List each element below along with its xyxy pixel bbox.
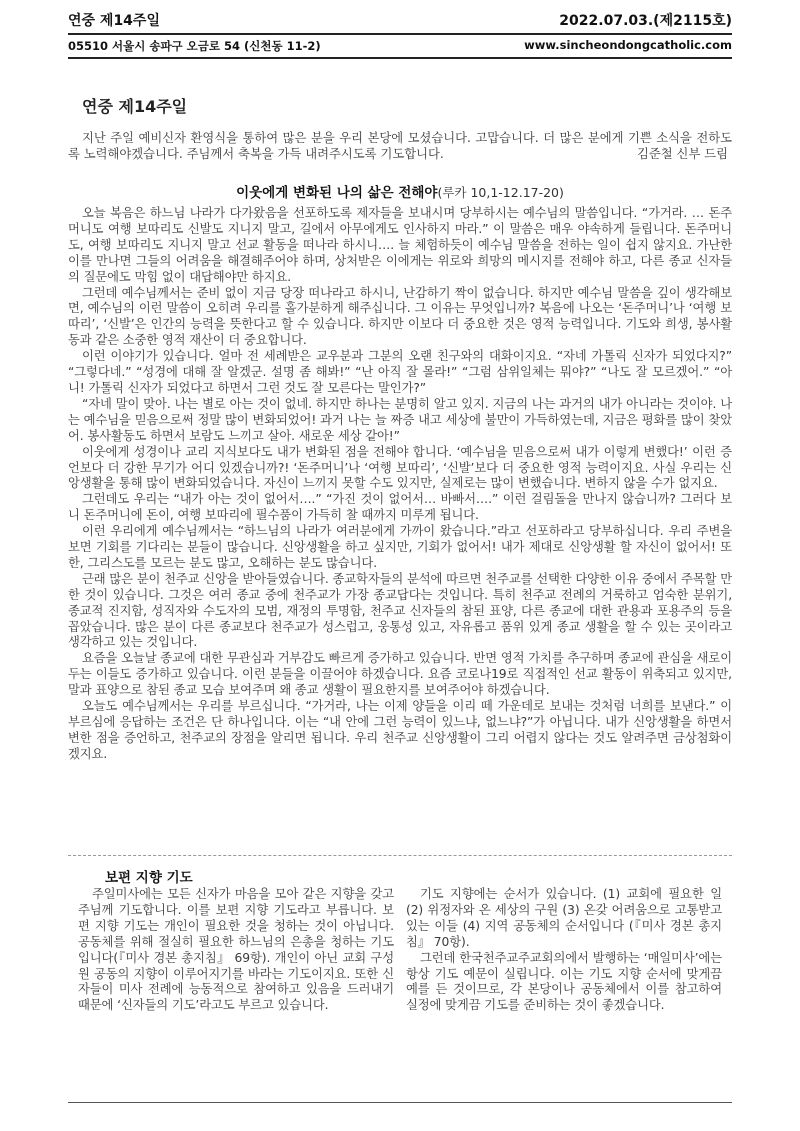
- header-top-rule: [68, 33, 732, 35]
- footer-rule: [68, 1102, 732, 1103]
- page-title: 연중 제14주일: [82, 97, 188, 116]
- homily-reference: (루카 10,1-12.17-20): [437, 185, 564, 200]
- parish-address: 05510 서울시 송파구 오금로 54 (신천동 11-2): [68, 39, 321, 53]
- prayer-title: 보편 지향 기도: [105, 870, 193, 886]
- homily-paragraph: 그런데도 우리는 “내가 아는 것이 없어서….” “가진 것이 없어서… 바빠서….” 이런 걸림돌을 만나지 않습니까? 그러다 보니 돈주머니에 돈이, 여행 보따리에 필수품이 가득히 찰 때까지 미루게 됩니다.: [68, 492, 732, 523]
- prayer-paragraph: 기도 지향에는 순서가 있습니다. (1) 교회에 필요한 일 (2) 위정자와 온 세상의 구원 (3) 온갖 어려움으로 고통받고 있는 이들 (4) 지역 공동체의 순서입니다 (『미사 경본 총지침』 70항).: [406, 887, 722, 949]
- homily-paragraph: “자네 말이 맞아. 나는 별로 아는 것이 없네. 하지만 하나는 분명히 알고 있지. 지금의 나는 과거의 내가 아니라는 것이야. 나는 예수님을 믿음으로써 정말 많이 변화되었어! 과거 나는 늘 짜증 내고 세상에 불만이 가득하였는데, 지금은 평화를 많이 찾았어. 봉사활동도 하면서 보람도 느끼고 살아. 새로운 세상 같아!”: [68, 396, 732, 443]
- homily-paragraph: 이런 이야기가 있습니다. 얼마 전 세례받은 교우분과 그분의 오랜 친구와의 대화이지요. “자네 가톨릭 신자가 되었다지?” “그렇다네.” “성경에 대해 잘 알겠군. 설명 좀 해봐!” “난 아직 잘 몰라!” “그럼 삼위일체는 뭐야?” “나도 잘 모르겠어.” “아니! 가톨릭 신자가 되었다고 하면서 그런 것도 잘 모른다는 말인가?”: [68, 349, 732, 395]
- homily-paragraph: 오늘 복음은 하느님 나라가 다가왔음을 선포하도록 제자들을 보내시며 당부하시는 예수님의 말씀입니다. “가거라. … 돈주머니도 여행 보따리도 신발도 지니지 말고, 길에서 아무에게도 인사하지 마라.” 이 말씀은 매우 야속하게 들립니다. 돈주머니도, 여행 보따리도 지니지 말고 선교 활동을 떠나라 하시니…. 늘 체험하듯이 예수님 말씀을 전하는 일이 쉽지 않지요. 가난한 이를 만나면 그들의 어려움을 해결해주어야 하며, 상처받은 이에게는 위로와 희망의 메시지를 전해야 하고, 다른 종교 신자들의 질문에도 막힘 없이 대답해야만 하지요.: [68, 206, 732, 284]
- header-bottom-rule: [68, 57, 732, 59]
- header-left-title: 연중 제14주일: [68, 13, 160, 29]
- homily-paragraph: 그런데 예수님께서는 준비 없이 지금 당장 떠나라고 하시니, 난감하기 짝이 없습니다. 하지만 예수님 말씀을 깊이 생각해보면, 예수님의 이런 말씀이 오히려 우리를 홀가분하게 해주십니다. 그 이유는 무엇입니까? 복음에 나오는 ‘돈주머니’나 ‘여행 보따리’, ‘신발’은 인간의 능력을 뜻한다고 할 수 있습니다. 하지만 이보다 더 중요한 것은 영적 능력입니다. 기도와 희생, 봉사활동과 같은 소중한 영적 재산이 더 중요합니다.: [68, 285, 732, 348]
- intro-message: [68, 130, 732, 162]
- homily-paragraph: 이런 우리에게 예수님께서는 “하느님의 나라가 여러분에게 가까이 왔습니다.”라고 선포하라고 당부하십니다. 우리 주변을 보면 기회를 기다리는 분들이 많습니다. 신앙생활을 하고 싶지만, 기회가 없어서! 내가 제대로 신앙생활 할 자신이 없어서! 또한, 그리스도를 모르는 분도 많고, 오해하는 분도 많습니다.: [68, 524, 732, 570]
- homily-paragraph: 이웃에게 성경이나 교리 지식보다도 내가 변화된 점을 전해야 합니다. ‘예수님을 믿음으로써 내가 이렇게 변했다!’ 이런 증언보다 더 강한 무기가 어디 있겠습니까?! ‘돈주머니’나 ‘여행 보따리’, ‘신발’보다 더 중요한 영적 능력이지요. 사실 우리는 신앙생활을 통해 많이 변화되었습니다. 자신이 느끼지 못할 수도 있지만, 실제로는 많이 변했습니다. 변하지 않을 수가 없지요.: [68, 444, 732, 491]
- issue-date: 2022.07.03.(제2115호): [559, 13, 732, 29]
- homily-heading: [0, 181, 800, 201]
- intro-text: 지난 주일 예비신자 환영식을 통하여 많은 분을 우리 본당에 모셨습니다. 고맙습니다. 더 많은 분에게 기쁜 소식을 전하도록 노력해야겠습니다. 주님께서 축복을 가득 내려주시도록 기도합니다.: [68, 131, 732, 161]
- intro-signature: 김준철 신부 드림: [637, 147, 728, 161]
- prayer-right-column: [406, 887, 722, 1014]
- homily-paragraph: 요즘을 오늘날 종교에 대한 무관심과 거부감도 빠르게 증가하고 있습니다. 반면 영적 가치를 추구하며 종교에 관심을 새로이 두는 이들도 증가하고 있습니다. 이런 분들을 이끌어야 하겠습니다. 요즘 코로나19로 직접적인 선교 활동이 위축되고 있지만, 말과 표양으로 참된 종교 모습 보여주며 왜 종교 생활이 필요한지를 보여주어야 하겠습니다.: [68, 651, 732, 698]
- homily-paragraph: 근래 많은 분이 천주교 신앙을 받아들였습니다. 종교학자들의 분석에 따르면 천주교를 선택한 다양한 이유 중에서 주목할 만한 것이 있습니다. 그것은 여러 종교 중에 천주교가 가장 종교답다는 것입니다. 특히 천주교 전례의 거룩하고 엄숙한 분위기, 종교적 진지함, 성직자와 수도자의 모범, 재정의 투명함, 천주교 신자들의 참된 표양, 다른 종교에 대한 관용과 포용주의 등을 꼽았습니다. 많은 분이 다른 종교보다 천주교가 성스럽고, 웅통성 있고, 자유롭고 품위 있게 종교 생활을 할 수 있는 곳이라고 생각하고 있는 것입니다.: [68, 571, 732, 650]
- prayer-left-column: [78, 887, 394, 1014]
- section-divider: [68, 855, 732, 856]
- homily-title: 이웃에게 변화된 나의 삶은 전해야: [236, 185, 438, 201]
- homily-paragraph: 오늘도 예수님께서는 우리를 부르십니다. “가거라, 나는 이제 양들을 이리 떼 가운데로 보내는 것처럼 너희를 보낸다.” 이 부르심에 응답하는 조건은 단 하나입니다. 이는 “내 안에 그런 능력이 있느냐, 없느냐?”가 아닙니다. 내가 신앙생활을 하면서 변한 점을 증언하고, 천주교의 장점을 알리면 됩니다. 우리 천주교 신앙생활이 그리 어렵지 않다는 것도 알려주면 금상첨화이겠지요.: [68, 699, 732, 761]
- prayer-paragraph: 그런데 한국천주교주교회의에서 발행하는 ‘매일미사’에는 항상 기도 예문이 실립니다. 이는 기도 지향 순서에 맞게끔 예를 든 것이므로, 각 본당이나 공동체에서 이를 참고하여 실정에 맞게끔 기도를 준비하는 것이 좋겠습니다.: [406, 950, 722, 1013]
- prayer-paragraph: 주일미사에는 모든 신자가 마음을 모아 같은 지향을 갖고 주님께 기도합니다. 이를 보편 지향 기도라고 부릅니다. 보편 지향 기도는 개인이 필요한 것을 청하는 것이 아닙니다. 공동체를 위해 절실히 필요한 하느님의 은총을 청하는 기도입니다(『미사 경본 총지침』 69항). 개인이 아닌 교회 구성원 공동의 지향이 이루어지기를 바라는 기도이지요. 또한 신자들이 미사 전례에 능동적으로 참여하고 있음을 드러내기 때문에 ‘신자들의 기도’라고도 부르고 있습니다.: [78, 887, 394, 1013]
- parish-website: www.sincheondongcatholic.com: [524, 38, 732, 52]
- homily-body: [68, 206, 732, 763]
